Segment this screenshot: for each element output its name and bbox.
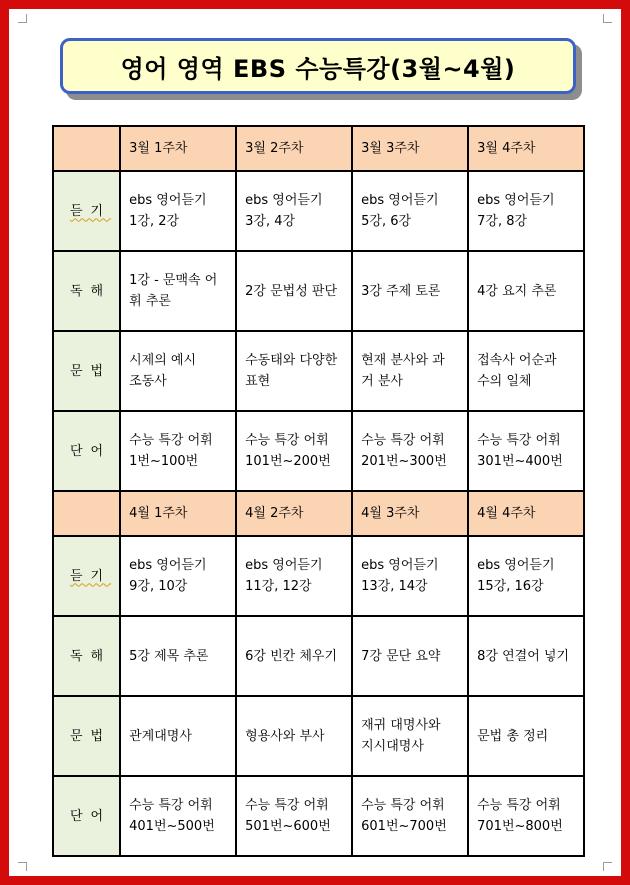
plan-cell bbox=[120, 411, 236, 491]
plan-cell bbox=[236, 536, 352, 616]
plan-cell bbox=[120, 171, 236, 251]
plan-cell-line: 2강 문법성 판단 bbox=[245, 283, 338, 299]
subject-label-text: 듣기 bbox=[70, 568, 112, 584]
plan-cell-line: 501번~600번 bbox=[245, 819, 331, 834]
plan-cell-line: 수동태와 다양한 bbox=[245, 353, 338, 368]
plan-cell bbox=[120, 331, 236, 411]
plan-cell-line: ebs 영어듣기 bbox=[129, 558, 207, 573]
plan-cell bbox=[236, 251, 352, 331]
plan-cell bbox=[352, 536, 468, 616]
subject-label-text: 단어 bbox=[70, 808, 112, 824]
plan-cell bbox=[468, 536, 584, 616]
page-title: 영어 영역 EBS 수능특강(3월~4월) bbox=[120, 54, 516, 83]
plan-cell bbox=[352, 616, 468, 696]
week-header-row bbox=[53, 491, 584, 536]
subject-label bbox=[53, 776, 120, 856]
plan-cell bbox=[236, 776, 352, 856]
week-header: 4월 3주차 bbox=[352, 491, 468, 536]
subject-label-text: 독해 bbox=[70, 283, 112, 299]
plan-cell bbox=[468, 171, 584, 251]
plan-cell-line: 수의 일체 bbox=[477, 374, 532, 389]
plan-cell bbox=[120, 696, 236, 776]
plan-cell bbox=[352, 171, 468, 251]
plan-cell bbox=[236, 411, 352, 491]
plan-cell-line: ebs 영어듣기 bbox=[245, 558, 323, 573]
plan-cell-line: ebs 영어듣기 bbox=[361, 558, 439, 573]
plan-cell-line: 수능 특강 어휘 bbox=[477, 798, 561, 813]
subject-label bbox=[53, 331, 120, 411]
subject-label bbox=[53, 616, 120, 696]
plan-cell bbox=[236, 696, 352, 776]
schedule-table bbox=[52, 125, 585, 857]
subject-row bbox=[53, 171, 584, 251]
week-header: 4월 1주차 bbox=[120, 491, 236, 536]
plan-cell-line: 표현 bbox=[245, 374, 271, 389]
plan-cell-line: 시제의 예시 bbox=[129, 353, 197, 368]
week-header: 3월 3주차 bbox=[352, 126, 468, 171]
plan-cell-line: 관계대명사 bbox=[129, 728, 192, 744]
subject-row bbox=[53, 251, 584, 331]
plan-cell-line: 재귀 대명사와 bbox=[361, 718, 441, 733]
plan-cell bbox=[468, 411, 584, 491]
subject-label bbox=[53, 251, 120, 331]
crop-mark-bottom-right bbox=[603, 862, 612, 871]
plan-cell bbox=[236, 171, 352, 251]
plan-cell bbox=[352, 331, 468, 411]
plan-cell-line: 1강, 2강 bbox=[129, 214, 180, 229]
plan-cell-line: 수능 특강 어휘 bbox=[361, 798, 445, 813]
crop-mark-bottom-left bbox=[18, 862, 27, 871]
plan-cell-line: 1번~100번 bbox=[129, 454, 199, 469]
plan-cell bbox=[468, 776, 584, 856]
subject-row bbox=[53, 696, 584, 776]
plan-cell-line: ebs 영어듣기 bbox=[245, 193, 323, 208]
plan-cell bbox=[468, 251, 584, 331]
plan-cell bbox=[120, 251, 236, 331]
plan-cell bbox=[236, 331, 352, 411]
header-corner-cell bbox=[53, 126, 120, 171]
week-header: 3월 2주차 bbox=[236, 126, 352, 171]
plan-cell bbox=[236, 616, 352, 696]
plan-cell bbox=[352, 776, 468, 856]
plan-cell-line: 9강, 10강 bbox=[129, 579, 188, 594]
subject-row bbox=[53, 616, 584, 696]
plan-cell-line: 문법 총 정리 bbox=[477, 728, 549, 744]
subject-row bbox=[53, 411, 584, 491]
week-header: 4월 2주차 bbox=[236, 491, 352, 536]
plan-cell-line: 13강, 14강 bbox=[361, 579, 428, 594]
plan-cell bbox=[468, 331, 584, 411]
crop-mark-top-left bbox=[18, 14, 27, 23]
plan-cell bbox=[352, 411, 468, 491]
plan-cell bbox=[120, 536, 236, 616]
subject-label-text: 듣기 bbox=[70, 203, 112, 219]
subject-label-text: 독해 bbox=[70, 648, 112, 664]
plan-cell-line: 수능 특강 어휘 bbox=[129, 798, 213, 813]
subject-label-text: 문법 bbox=[70, 363, 112, 379]
plan-cell bbox=[352, 696, 468, 776]
subject-label-text: 단어 bbox=[70, 443, 112, 459]
plan-cell-line: 접속사 어순과 bbox=[477, 353, 557, 368]
plan-cell-line: 401번~500번 bbox=[129, 819, 215, 834]
plan-cell-line: 5강, 6강 bbox=[361, 214, 412, 229]
plan-cell-line: 7강, 8강 bbox=[477, 214, 528, 229]
subject-label bbox=[53, 171, 120, 251]
plan-cell-line: ebs 영어듣기 bbox=[477, 193, 555, 208]
plan-cell-line: 거 분사 bbox=[361, 374, 403, 389]
plan-cell-line: 수능 특강 어휘 bbox=[245, 433, 329, 448]
plan-cell-line: 3강 주제 토론 bbox=[361, 283, 441, 299]
plan-cell-line: ebs 영어듣기 bbox=[361, 193, 439, 208]
plan-cell-line: 6강 빈칸 체우기 bbox=[245, 648, 338, 664]
plan-cell-line: 수능 특강 어휘 bbox=[477, 433, 561, 448]
plan-cell-line: ebs 영어듣기 bbox=[477, 558, 555, 573]
plan-cell-line: 8강 연결어 넣기 bbox=[477, 648, 570, 664]
plan-cell-line: 형용사와 부사 bbox=[245, 728, 325, 744]
plan-cell bbox=[120, 776, 236, 856]
plan-cell-line: 수능 특강 어휘 bbox=[129, 433, 213, 448]
title-box bbox=[60, 38, 576, 94]
subject-row bbox=[53, 536, 584, 616]
plan-cell-line: 수능 특강 어휘 bbox=[245, 798, 329, 813]
plan-cell-line: 201번~300번 bbox=[361, 454, 447, 469]
subject-label bbox=[53, 411, 120, 491]
plan-cell bbox=[352, 251, 468, 331]
week-header: 4월 4주차 bbox=[468, 491, 584, 536]
plan-cell bbox=[468, 696, 584, 776]
subject-label-text: 문법 bbox=[70, 728, 112, 744]
plan-cell-line: 3강, 4강 bbox=[245, 214, 296, 229]
plan-cell-line: 5강 제목 추론 bbox=[129, 648, 209, 664]
subject-label bbox=[53, 696, 120, 776]
week-header: 3월 1주차 bbox=[120, 126, 236, 171]
plan-cell-line: 301번~400번 bbox=[477, 454, 563, 469]
subject-row bbox=[53, 331, 584, 411]
plan-cell bbox=[120, 616, 236, 696]
plan-cell-line: 1강 - 문맥속 어 bbox=[129, 273, 218, 288]
header-corner-cell bbox=[53, 491, 120, 536]
plan-cell-line: ebs 영어듣기 bbox=[129, 193, 207, 208]
plan-cell-line: 101번~200번 bbox=[245, 454, 331, 469]
subject-row bbox=[53, 776, 584, 856]
plan-cell bbox=[468, 616, 584, 696]
plan-cell-line: 현재 분사와 과 bbox=[361, 353, 445, 368]
plan-cell-line: 지시대명사 bbox=[361, 739, 424, 754]
plan-cell-line: 수능 특강 어휘 bbox=[361, 433, 445, 448]
plan-cell-line: 4강 요지 추론 bbox=[477, 283, 557, 299]
week-header-row bbox=[53, 126, 584, 171]
subject-label bbox=[53, 536, 120, 616]
plan-cell-line: 11강, 12강 bbox=[245, 579, 312, 594]
week-header: 3월 4주차 bbox=[468, 126, 584, 171]
plan-cell-line: 7강 문단 요약 bbox=[361, 648, 441, 664]
plan-cell-line: 조동사 bbox=[129, 374, 167, 389]
plan-cell-line: 휘 추론 bbox=[129, 294, 171, 309]
plan-cell-line: 15강, 16강 bbox=[477, 579, 544, 594]
crop-mark-top-right bbox=[603, 14, 612, 23]
plan-cell-line: 601번~700번 bbox=[361, 819, 447, 834]
plan-cell-line: 701번~800번 bbox=[477, 819, 563, 834]
